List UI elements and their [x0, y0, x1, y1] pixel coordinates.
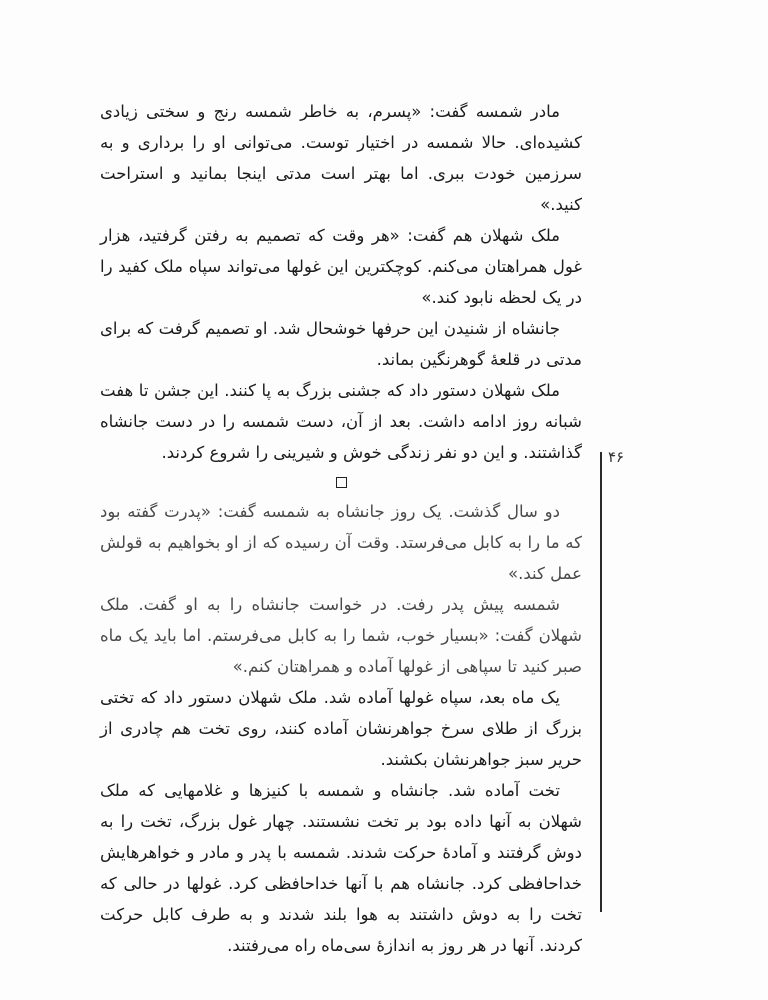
paragraph-8: تخت آماده شد. جانشاه و شمسه با کنیزها و غلامهایی که ملک شهلان به آنها داده بود بر تخت نشستند. چهار غول بزرگ، تخت را به دوش گرفتند و آمادهٔ حرکت شدند. شمسه با پدر و مادر و خواهرهایش خداحافظی کرد. جانشاه هم با آنها خداحافظی کرد. غولها در حالی که تخت را به دوش داشتند به هوا بلند شدند و به طرف کابل حرکت کردند. آنها در هر روز به اندازهٔ سی‌ماه راه می‌رفتند.	[100, 781, 582, 955]
paragraph-3: جانشاه از شنیدن این حرفها خوشحال شد. او تصمیم گرفت که برای مدتی در قلعهٔ گوهرنگین بماند.	[100, 319, 582, 369]
page-number: ۴۶	[608, 448, 625, 466]
section-separator	[100, 468, 582, 496]
paragraph-5: دو سال گذشت. یک روز جانشاه به شمسه گفت: «پدرت گفته بود که ما را به کابل می‌فرستد. وقت آن رسیده که از او بخواهیم به قولش عمل کند.»	[100, 502, 582, 583]
margin-rule	[600, 452, 602, 912]
paragraph-2: ملک شهلان هم گفت: «هر وقت که تصمیم به رفتن گرفتید، هزار غول همراهتان می‌کنم. کوچکترین این غولها می‌تواند سپاه ملک کفید را در یک لحظه نابود کند.»	[100, 226, 582, 307]
paragraph-6: شمسه پیش پدر رفت. در خواست جانشاه را به او گفت. ملک شهلان گفت: «بسیار خوب، شما را به کابل می‌فرستم. اما باید یک ماه صبر کنید تا سپاهی از غولها آماده و همراهتان کنم.»	[100, 595, 582, 676]
paragraph-7: یک ماه بعد، سپاه غولها آماده شد. ملک شهلان دستور داد که تختی بزرگ از طلای سرخ جواهرنشان آماده کنند، روی تخت هم چادری از حریر سبز جواهرنشان بکشند.	[100, 688, 582, 769]
page-text	[100, 96, 582, 961]
square-ornament-icon	[336, 477, 347, 488]
paragraph-1: مادر شمسه گفت: «پسرم، به خاطر شمسه رنج و سختی زیادی کشیده‌ای. حالا شمسه در اختیار توست. می‌توانی او را برداری و به سرزمین خودت ببری. اما بهتر است مدتی اینجا بمانید و استراحت کنید.»	[100, 102, 582, 214]
paragraph-4: ملک شهلان دستور داد که جشنی بزرگ به پا کنند. این جشن تا هفت شبانه روز ادامه داشت. بعد از آن، دست شمسه را در دست جانشاه گذاشتند. و این دو نفر زندگی خوش و شیرینی را شروع کردند.	[100, 381, 582, 462]
